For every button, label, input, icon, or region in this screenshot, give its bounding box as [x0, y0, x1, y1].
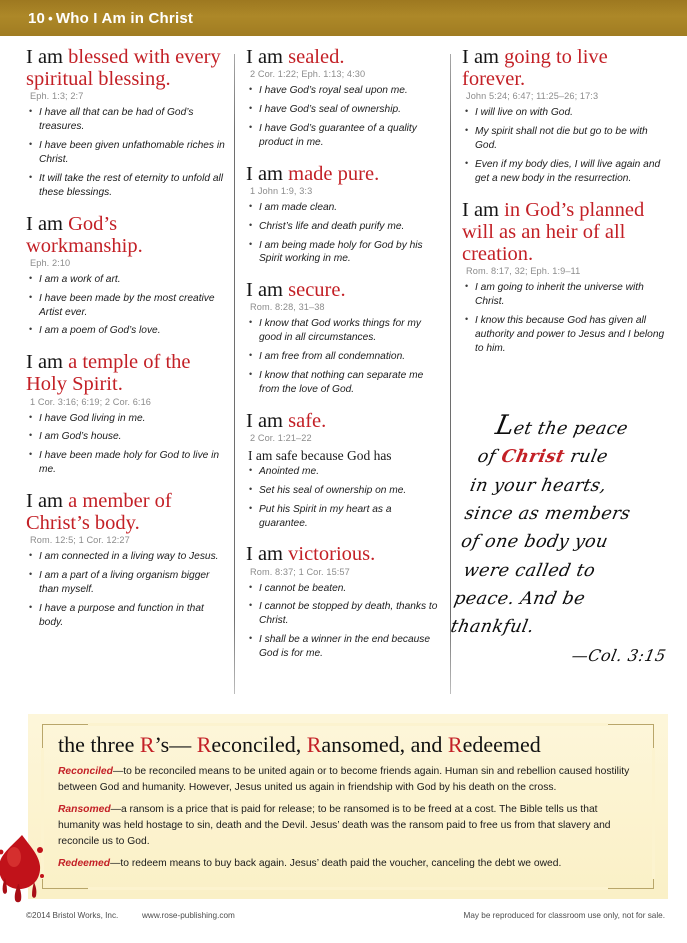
- list-item: • Christ’s life and death purify me.: [246, 220, 442, 234]
- entry-phrase: God’s workmanship.: [26, 212, 143, 257]
- box-bracket-mask-bottom: [88, 887, 608, 890]
- entry-heading: [26, 351, 226, 395]
- entry-sealed: [246, 46, 442, 150]
- box-title-part: edeemed: [462, 732, 541, 757]
- footer-copyright: ©2014 Bristol Works, Inc.: [26, 911, 119, 920]
- entry-made-pure: [246, 163, 442, 267]
- entry-lead-in: I am: [246, 409, 283, 432]
- entry-heading: [246, 279, 442, 301]
- footer-website[interactable]: www.rose-publishing.com: [142, 911, 235, 920]
- list-item: • I have God’s guarantee of a quality product in me.: [246, 122, 442, 150]
- entry-reference: John 5:24; 6:47; 11:25–26; 17:3: [466, 91, 599, 102]
- entry-phrase: secure.: [288, 279, 346, 302]
- list-item: • I am a work of art.: [26, 273, 226, 287]
- entry-lead-in: I am: [462, 46, 499, 68]
- entry-phrase: a member of Christ’s body.: [26, 490, 172, 535]
- list-item: • I have been given unfathomable riches in Christ.: [26, 139, 226, 167]
- box-title-r: R: [447, 732, 463, 757]
- entry-phrase: going to live forever.: [462, 46, 608, 91]
- entry-heading: [246, 410, 442, 432]
- entry-reference: Rom. 8:37; 1 Cor. 15:57: [250, 566, 350, 577]
- box-bracket-mask-top: [88, 723, 608, 726]
- list-item: • I have been made by the most creative Artist ever.: [26, 292, 226, 320]
- box-content: [58, 732, 642, 879]
- entry-phrase: a temple of the Holy Spirit.: [26, 351, 191, 396]
- box-title-r: R: [196, 732, 212, 757]
- entry-heading: [26, 213, 226, 257]
- page-number: 10: [28, 9, 46, 27]
- entry-lead-in: I am: [246, 543, 283, 566]
- footer-notice: May be reproduced for classroom use only, not for sale.: [463, 911, 665, 920]
- entry-bullet-list: [26, 273, 226, 339]
- entry-bullet-list: [246, 465, 442, 531]
- entry-reference: Eph. 2:10: [30, 257, 71, 268]
- column-3: [462, 46, 667, 368]
- entry-heading: [26, 46, 226, 90]
- quote-line: peace. And be: [452, 589, 587, 610]
- entry-victorious: [246, 543, 442, 661]
- quote-line: since as members: [462, 504, 633, 525]
- entry-bullet-list: [462, 106, 667, 185]
- list-item: • I have God’s royal seal upon me.: [246, 84, 442, 98]
- page-title-text: Who I Am in Christ: [55, 9, 194, 27]
- list-item: • It will take the rest of eternity to unfold all these blessings.: [26, 172, 226, 200]
- quote-line-text: of: [475, 447, 504, 468]
- entry-gods-workmanship: [26, 213, 226, 339]
- list-item: • I am a poem of God’s love.: [26, 324, 226, 338]
- list-item: • I will live on with God.: [462, 106, 667, 120]
- column-2: [246, 46, 442, 674]
- quote-line: [479, 410, 687, 443]
- entry-bullet-list: [246, 84, 442, 150]
- quote-line-text: et the peace: [511, 419, 630, 439]
- box-title-r: R: [139, 732, 155, 757]
- page-header-bar: [0, 0, 687, 36]
- calligraphy-quote: [448, 410, 672, 665]
- entry-reference: Rom. 8:28, 31–38: [250, 302, 325, 313]
- list-item: • I have been made holy for God to live in me.: [26, 449, 226, 477]
- list-item: • I am being made holy for God by his Spirit working in me.: [246, 239, 442, 267]
- entry-reference: 2 Cor. 1:21–22: [250, 432, 312, 443]
- list-item: • I cannot be stopped by death, thanks to Christ.: [246, 600, 442, 628]
- entry-safe: [246, 410, 442, 531]
- entry-lead-in: I am: [26, 46, 63, 68]
- list-item: • I have a purpose and function in that body.: [26, 602, 226, 630]
- entry-reference: Rom. 8:17, 32; Eph. 1:9–11: [466, 266, 581, 276]
- box-title-part: ’s—: [154, 732, 197, 757]
- three-rs-box: [28, 714, 668, 899]
- entry-bullet-list: [26, 412, 226, 478]
- box-title-part: the three: [58, 732, 140, 757]
- entry-lead-in: I am: [462, 198, 499, 221]
- list-item: • Put his Spirit in my heart as a guarantee.: [246, 503, 442, 531]
- box-title: [58, 732, 642, 758]
- entry-live-forever: [462, 46, 667, 186]
- list-item: • My spirit shall not die but go to be with God.: [462, 125, 667, 153]
- entry-reference: 1 John 1:9, 3:3: [250, 185, 313, 196]
- list-item: • I have God’s seal of ownership.: [246, 103, 442, 117]
- entry-phrase: sealed.: [288, 46, 345, 68]
- entry-heading: [246, 543, 442, 565]
- entry-reference: 2 Cor. 1:22; Eph. 1:13; 4:30: [250, 69, 366, 80]
- entry-temple-holy-spirit: [26, 351, 226, 477]
- entry-bullet-list: [26, 550, 226, 629]
- title-separator: •: [48, 10, 53, 26]
- list-item: • Set his seal of ownership on me.: [246, 484, 442, 498]
- entry-heading: [246, 46, 442, 68]
- entry-phrase: safe.: [288, 409, 327, 432]
- list-item: • I have God living in me.: [26, 412, 226, 426]
- entry-lead-in: I am: [246, 279, 283, 302]
- entry-bullet-list: [246, 201, 442, 267]
- quote-line: thankful.: [448, 617, 536, 638]
- box-bracket-mask-right: [652, 748, 655, 879]
- entry-lead-in: I am: [246, 46, 283, 68]
- entry-lead-in: I am: [26, 490, 63, 512]
- quote-highlight-word: Christ: [499, 447, 567, 468]
- entry-phrase: blessed with every spiritual blessing.: [26, 46, 221, 91]
- entry-member-christs-body: [26, 490, 226, 630]
- quote-attribution: —Col. 3:15: [570, 645, 668, 665]
- list-item: • Anointed me.: [246, 465, 442, 479]
- quote-line: were called to: [461, 560, 598, 581]
- entry-bullet-list: [462, 281, 667, 355]
- page-footer: [0, 908, 687, 930]
- definition-term: Reconciled: [58, 766, 113, 777]
- list-item: • I am God’s house.: [26, 430, 226, 444]
- entry-heading: [462, 199, 667, 265]
- entry-reference: Rom. 12:5; 1 Cor. 12:27: [30, 535, 130, 546]
- entry-lead-in: I am: [26, 351, 63, 374]
- box-title-part: econciled,: [211, 732, 307, 757]
- list-item: • Even if my body dies, I will live again and get a new body in the resurrection.: [462, 158, 667, 186]
- entry-phrase: made pure.: [288, 162, 380, 185]
- list-item: • I know that God works things for my good in all circumstances.: [246, 317, 442, 345]
- list-item: • I am made clean.: [246, 201, 442, 215]
- entry-phrase: in God’s planned will as an heir of all creation.: [462, 198, 645, 265]
- entry-heading: [26, 490, 226, 534]
- definition-term: Ransomed: [58, 804, 111, 816]
- list-item: • I am a part of a living organism bigger than myself.: [26, 569, 226, 597]
- quote-text: [440, 410, 687, 642]
- quote-drop-cap: L: [492, 410, 518, 441]
- entry-bullet-list: [26, 106, 226, 199]
- entry-heading: [246, 163, 442, 185]
- definition-text: —to redeem means to buy back again. Jesus’ death paid the voucher, canceling the debt we owed.: [110, 858, 562, 870]
- definition-reconciled: [58, 764, 642, 795]
- entry-heir-of-all-creation: [462, 199, 667, 356]
- column-1: [26, 46, 226, 643]
- entry-reference: 1 Cor. 3:16; 6:19; 2 Cor. 6:16: [30, 396, 151, 407]
- entry-phrase: victorious.: [288, 543, 376, 566]
- list-item: • I cannot be beaten.: [246, 582, 442, 596]
- entry-secure: [246, 279, 442, 397]
- blood-drop-icon: [0, 832, 48, 904]
- definition-term: Redeemed: [58, 858, 111, 870]
- quote-line: [473, 443, 687, 471]
- entry-bullet-list: [246, 582, 442, 661]
- list-item: • I am connected in a living way to Jesus.: [26, 550, 226, 564]
- definition-text: —to be reconciled means to be united again or to become friends again. Human sin and rebellion caused hostility between God and humanity. However, Jesus united us again in friendship with God by his death on the cross.: [58, 766, 630, 793]
- page-title: [28, 10, 193, 27]
- list-item: • I am free from all condemnation.: [246, 350, 442, 364]
- list-item: • I have all that can be had of God’s treasures.: [26, 106, 226, 134]
- definition-text: —a ransom is a price that is paid for release; to be ransomed is to be freed at a cost. The Bible tells us that humanity was held hostage to sin, death and the Devil. Jesus’ death was the ransom paid to free us from that slavery and reconcile us to God.: [58, 804, 611, 847]
- definition-redeemed: [58, 856, 642, 872]
- entry-blessed: [26, 46, 226, 200]
- entry-heading: [462, 46, 667, 90]
- entry-reference: Eph. 1:3; 2:7: [30, 91, 84, 102]
- column-divider-1: [234, 54, 235, 694]
- entry-lead-sentence: I am safe because God has: [248, 447, 392, 463]
- list-item: • I shall be a winner in the end because God is for me.: [246, 633, 442, 661]
- entry-bullet-list: [246, 317, 442, 396]
- box-title-r: R: [306, 732, 322, 757]
- list-item: • I know this because God has given all authority and power to Jesus and I belong to him.: [462, 314, 667, 356]
- list-item: • I am going to inherit the universe with Christ.: [462, 281, 667, 309]
- entry-lead-in: I am: [246, 162, 283, 185]
- list-item: • I know that nothing can separate me from the love of God.: [246, 369, 442, 397]
- box-title-part: ansomed, and: [321, 732, 448, 757]
- quote-line-text: rule: [562, 447, 610, 468]
- quote-line: of one body you: [459, 532, 610, 553]
- entry-lead-in: I am: [26, 212, 63, 235]
- definition-ransomed: [58, 802, 642, 849]
- quote-line: in your hearts,: [468, 475, 609, 496]
